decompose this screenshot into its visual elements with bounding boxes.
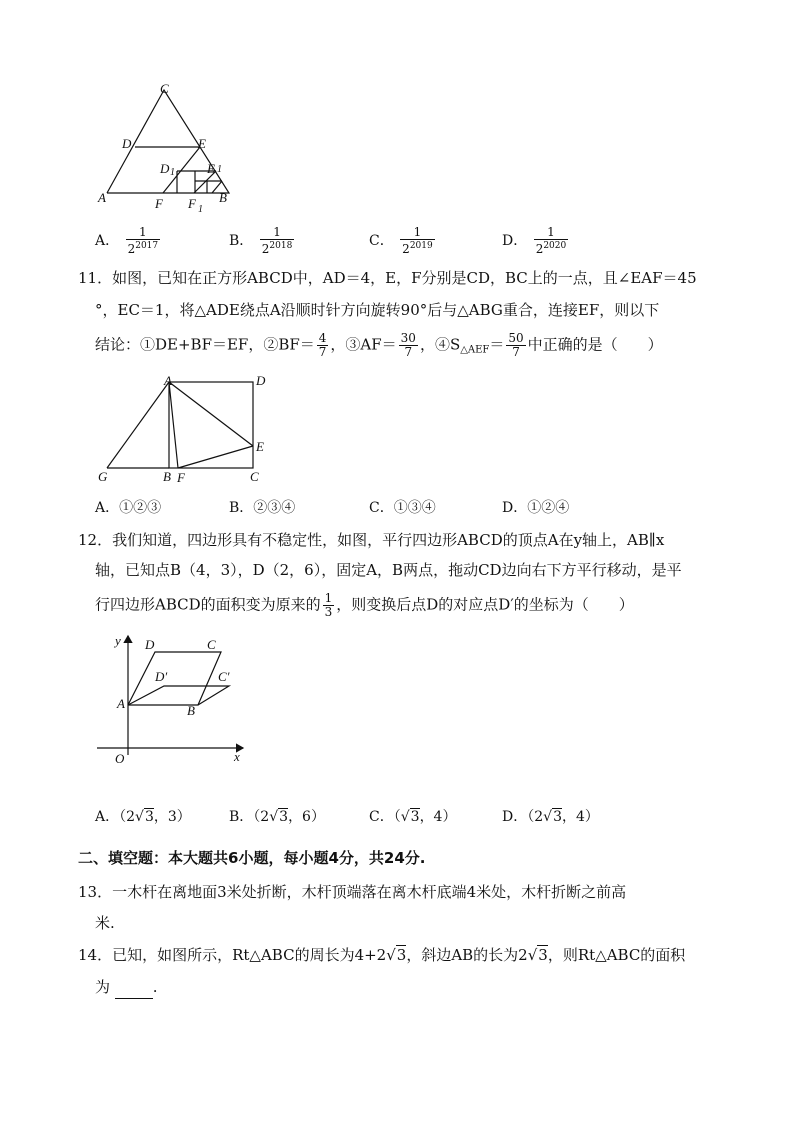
q12-label-b: B — [187, 703, 195, 718]
q10-label-d1-sub: 1 — [170, 167, 175, 178]
q12-option-b[interactable]: B．（2√3，6） — [229, 809, 325, 825]
q10-label-a: A — [98, 190, 106, 205]
q12-line2: 轴，已知点B（4，3），D（2，6），固定A，B两点，拖动CD边向右下方平行移动，是平 — [95, 561, 682, 579]
q12-option-c[interactable]: C．（√3，4） — [369, 809, 457, 825]
q11-label-a: A — [164, 373, 172, 388]
q11-label-b: B — [163, 469, 171, 484]
section2-heading: 二、填空题：本大题共6小题，每小题4分，共24分. — [78, 849, 426, 867]
q10-label-d: D — [122, 136, 132, 151]
q11-label-e: E — [256, 439, 264, 454]
q10-label-f1: F — [188, 196, 196, 211]
q12-label-c-prime: C′ — [218, 669, 230, 684]
q10-label-e1-sub: 1 — [217, 164, 222, 175]
q11-option-c[interactable]: C．①③④ — [369, 500, 436, 516]
q11-option-d[interactable]: D．①②④ — [502, 500, 570, 516]
q11-label-c: C — [250, 469, 259, 484]
q10-label-e1: E — [207, 161, 215, 176]
q11-line1: 11．如图，已知在正方形ABCD中，AD＝4，E，F分别是CD，BC上的一点，且∠EAF＝45 — [78, 269, 697, 287]
q12-label-y: y — [115, 633, 121, 648]
q11-label-f: F — [177, 470, 185, 485]
q12-number: 12． — [78, 531, 113, 549]
q14-line1: 14．已知，如图所示，Rt△ABC的周长为4+2√3，斜边AB的长为2√3，则Rt△ABC的面积 — [78, 946, 686, 964]
q14-answer-blank[interactable] — [115, 984, 153, 999]
q12-label-c: C — [207, 637, 216, 652]
q14-line2: 为 . — [95, 975, 158, 999]
q11-option-a[interactable]: A．①②③ — [95, 500, 162, 516]
q12-label-o: O — [115, 751, 125, 766]
q12-label-d: D — [145, 637, 155, 652]
q10-label-c: C — [160, 81, 169, 96]
q13-line1: 13．一木杆在离地面3米处折断，木杆顶端落在离木杆底端4米处，木杆折断之前高 — [78, 883, 627, 901]
q11-label-d: D — [256, 373, 266, 388]
q10-figure — [95, 80, 235, 215]
q11-label-g: G — [98, 469, 108, 484]
q11-line2: °，EC＝1，将△ADE绕点A沿顺时针方向旋转90°后与△ABG重合，连接EF，则以下 — [95, 301, 660, 319]
q10-label-d1: D — [160, 161, 170, 176]
q12-label-a: A — [117, 696, 125, 711]
q14-number: 14． — [78, 946, 113, 964]
q12-label-x: x — [234, 749, 240, 764]
q12-label-d-prime: D′ — [155, 669, 168, 684]
q10-option-c[interactable]: C． $\frac{1}{2^{2019}}$ — [369, 225, 433, 256]
q13-line2: 米. — [95, 914, 115, 932]
q10-label-b: B — [219, 190, 227, 205]
q11-figure — [95, 372, 275, 492]
q12-line1: 12．我们知道，四边形具有不稳定性，如图，平行四边形ABCD的顶点A在y轴上，AB∥x — [78, 531, 665, 549]
q10-label-f1-sub: 1 — [198, 204, 203, 215]
q11-line3: 结论：①DE+BF＝EF，②BF＝ $\frac{4}{7}$ ，③AF＝ $\frac{30}{7}$ ，$④S_{\triangle AEF}=$ $\frac{50}{7}$ 中正确的是（ ） — [95, 331, 663, 359]
q10-option-a[interactable]: A． $\frac{1}{2^{2017}}$ — [95, 225, 159, 256]
q10-label-f: F — [155, 196, 163, 211]
q12-option-d[interactable]: D．（2√3，4） — [502, 809, 599, 825]
q11-number: 11． — [78, 269, 113, 287]
q10-label-e: E — [198, 136, 206, 151]
q13-number: 13． — [78, 883, 113, 901]
q11-option-b[interactable]: B．②③④ — [229, 500, 296, 516]
q12-option-a[interactable]: A．（2√3，3） — [95, 809, 191, 825]
q10-option-b[interactable]: B． $\frac{1}{2^{2018}}$ — [229, 225, 293, 256]
q10-option-d[interactable]: D． $\frac{1}{2^{2020}}$ — [502, 225, 567, 256]
q12-line3: 行四边形ABCD的面积变为原来的 $\frac{1}{3}$ ，则变换后点D的对应点D′的坐标为（ ） — [95, 591, 634, 619]
